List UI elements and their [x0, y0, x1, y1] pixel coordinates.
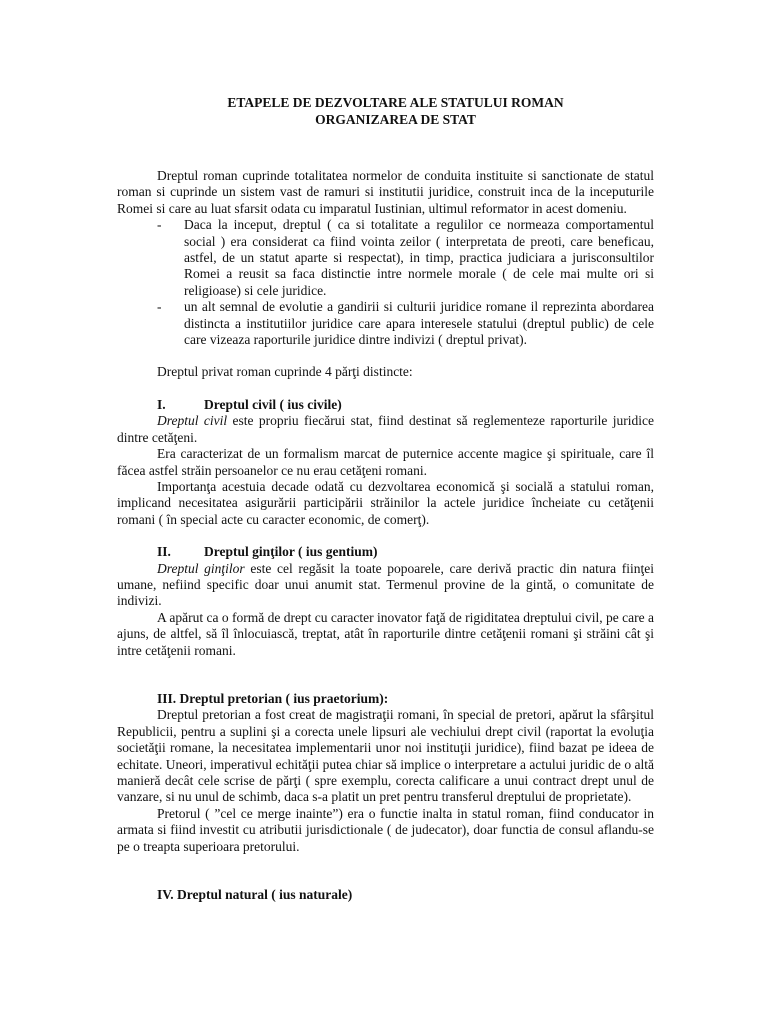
section-3-paragraph-1: Dreptul pretorian a fost creat de magistraţii romani, în special de pretori, apărut la sfârşitul Republicii, pentru a suplini şi a corecta unele lipsuri ale vechiului drept civil (raportat la evoluţia societăţii romane, la necesitatea implementarii unor noi instituţii juridice), fiind bazat pe ideea de echitate. Uneori, imperativul echităţii putea chiar să implice o interpretare a actului juridic de o altă manieră decât cele scrise de părţi ( spre exemplu, corecta calificare a unui contract drept unul de vanzare, si nu unul de schimb, daca s-a platit un pret pentru transferul dreptului de proprietate). — [117, 707, 654, 805]
italic-term: Dreptul ginţilor — [157, 560, 245, 576]
section-4-heading: IV. Dreptul natural ( ius naturale) — [157, 887, 353, 903]
bullet-list — [157, 217, 654, 348]
section-2-heading — [157, 544, 654, 560]
section-1-paragraph-3: Importanţa acestuia decade odată cu dezvoltarea economică şi socială a statului roman, implicand necesitatea asigurării participării străinilor la actele juridice încheiate cu cetăţenii romani ( în special acte cu caracter economic, de comerţ). — [117, 478, 654, 527]
spacer — [157, 659, 654, 675]
title-line-2: ORGANIZAREA DE STAT — [315, 112, 476, 127]
section-1-paragraph-2: Era caracterizat de un formalism marcat de puternice accente magice şi spirituale, care îl făcea astfel străin persoanelor ce nu erau cetăţeni romani. — [117, 446, 654, 478]
paragraph-text: este propriu fiecărui stat, fiind destinat să reglementeze raporturile juridice dintre cetăţeni. — [117, 413, 654, 445]
section-2-title: Dreptul ginţilor ( ius gentium) — [204, 544, 378, 560]
bullet-text: Daca la inceput, dreptul ( ca si totalitate a regulilor ce normeaza comportamentul social ) era considerat ca fiind vointa zeilor ( interpretata de preoti, care beneficau, astfel, de un statut aparte si respectat), in timp, practica judiciara a jurisconsultilor Romei a reusit sa faca distinctie intre normele morale ( de cele mai multe ori si religioase) si cele juridice. — [184, 217, 654, 298]
section-3-heading: III. Dreptul pretorian ( ius praetorium): — [157, 690, 389, 706]
spacer — [157, 348, 654, 364]
section-2-number: II. — [157, 544, 171, 560]
spacer — [157, 675, 654, 691]
bullet-item — [157, 217, 654, 299]
title-block — [157, 94, 654, 128]
section-3-paragraph-2: Pretorul ( ”cel ce merge inainte”) era o functie inalta in statul roman, fiind conducator in armata si fiind investit cu atributii jurisdictionale ( de judecator), doar functia de consul aflandu-se pe o treapta superioara pretorului. — [117, 805, 654, 854]
section-2-paragraph-1 — [117, 561, 654, 610]
spacer — [157, 871, 654, 887]
spacer — [157, 528, 654, 544]
section-1-title: Dreptul civil ( ius civile) — [204, 396, 342, 412]
section-1-number: I. — [157, 396, 166, 412]
parts-intro: Dreptul privat roman cuprinde 4 părţi distincte: — [157, 364, 413, 380]
italic-term: Dreptul civil — [157, 413, 228, 429]
intro-paragraph: Dreptul roman cuprinde totalitatea normelor de conduita instituite si sanctionate de statul roman si cuprinde un sistem vast de ramuri si institutii juridice, construit inca de la inceputurile Romei si care au luat sfarsit odata cu imparatul Iustinian, ultimul reformator in acest domeniu. — [117, 168, 654, 216]
section-1-paragraph-1 — [117, 413, 654, 446]
paragraph-text: este cel regăsit la toate popoarele, care derivă practic din natura fiinţei umane, nefiind specific doar unui anumit stat. Termenul provine de la gintă, o comunitate de indivizi. — [117, 560, 654, 609]
document-body — [117, 94, 655, 903]
title-line-1: ETAPELE DE DEZVOLTARE ALE STATULUI ROMAN — [227, 95, 564, 110]
bullet-item — [157, 299, 654, 348]
section-1-heading — [157, 397, 654, 413]
spacer — [157, 381, 654, 397]
bullet-marker: - — [157, 217, 162, 233]
section-2-paragraph-2: A apărut ca o formă de drept cu caracter inovator faţă de rigiditatea dreptului civil, pe care a ajuns, de altfel, să îl înlocuiască, treptat, atât în raporturile dintre cetăţenii romani şi străini cât şi intre cetăţenii romani. — [117, 609, 655, 658]
bullet-text: un alt semnal de evolutie a gandirii si culturii juridice romane il reprezinta abordarea distincta a institutiilor juridice care apara interesele statului (dreptul public) de cele care vizeaza raporturile juridice dintre indivizi ( dreptul privat). — [184, 299, 654, 348]
bullet-marker: - — [157, 299, 162, 315]
spacer — [157, 855, 654, 871]
